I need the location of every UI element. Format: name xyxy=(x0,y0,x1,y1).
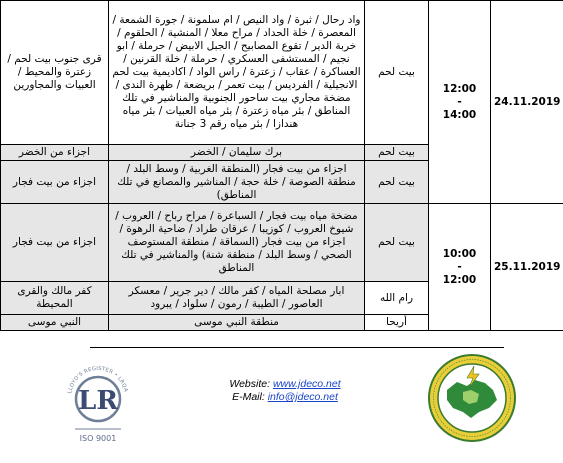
lloyds-register-logo xyxy=(63,357,133,457)
website-line xyxy=(210,378,360,391)
table-row xyxy=(1,204,563,282)
areas-summary-cell: اجزاء من الخضر xyxy=(1,145,109,161)
city-cell: رام الله xyxy=(365,282,429,315)
time-from: 12:00 xyxy=(442,82,477,95)
date-cell: 24.11.2019 xyxy=(491,1,563,204)
city-cell: بيت لحم xyxy=(365,1,429,145)
website-link[interactable]: www.jdeco.net xyxy=(272,378,341,390)
iso-label: ISO 9001 xyxy=(79,434,117,443)
lloyds-letters: LR xyxy=(78,386,118,416)
areas-summary-cell: قرى جنوب بيت لحم / زعترة والمحيط / العبيات والمجاورين xyxy=(1,1,109,145)
area-detail-cell: ابار مصلحة المياه / كفر مالك / دير جرير / معسكر العاصور / الطيبة / رمون / سلواد / يبرود xyxy=(109,282,365,315)
area-detail-cell: مضخة مياه بيت فجار / السباعرة / مراح رباح / العروب / شيوخ العروب / كوزيبا / عرقان طراد / ضاحية الرهوة / اجزاء من بيت فجار (السماقة / منطقة المستوصف الصحي / وسط البلد / منطقة شنة) والمناشير في تلك المناطق xyxy=(109,204,365,282)
time-to: 14:00 xyxy=(442,108,477,121)
area-detail-cell: اجزاء من بيت فجار (المنطقة الغربية / وسط البلد / منطقة الصوصة / خلة حجة / المناشير والمصانع في تلك المناطق) xyxy=(109,161,365,204)
time-cell xyxy=(429,204,491,331)
time-to: 12:00 xyxy=(442,273,477,286)
lloyds-ring-text: LLOYD'S REGISTER • LRQA xyxy=(67,365,129,395)
time-dash: - xyxy=(457,95,462,108)
city-cell: بيت لحم xyxy=(365,161,429,204)
footer-divider xyxy=(90,347,504,348)
time-dash: - xyxy=(457,260,462,273)
city-cell: أريحا xyxy=(365,315,429,331)
email-line xyxy=(210,391,360,404)
areas-summary-cell: كفر مالك والقرى المحيطة xyxy=(1,282,109,315)
city-cell: بيت لحم xyxy=(365,204,429,282)
arab-union-emblem-icon xyxy=(427,352,517,444)
date-cell: 25.11.2019 xyxy=(491,204,563,331)
areas-summary-cell: النبي موسى xyxy=(1,315,109,331)
table-row xyxy=(1,1,563,145)
website-label: Website: xyxy=(229,378,271,390)
area-detail-cell: واد رحال / ثبرة / واد النيص / ام سلمونة / جورة الشمعة / المعصرة / خلة الحداد / مراح معلا / المنشية / الحلقوم / خربة الدير / تقوع المصابيح / الجبل الابيض / حرملة / ابو نجيم / المستشفى العسكري / حرملة / خلة القرنين / العساكرة / عقاب / زعترة / راس الواد / اكاديمية بيت لحم الانجيلية / الفرديس / بيت تعمر / بريضعة / ظهرة الندى / مضخة مجاري بيت ساحور الجنوبية والمناشير في تلك المناطق / بئر مياه زعترة / بئر مياه العبيات / بئر مياه هندازا / بئر مياه رقم 3 جنانة xyxy=(109,1,365,145)
city-cell: بيت لحم xyxy=(365,145,429,161)
area-detail-cell: برك سليمان / الخضر xyxy=(109,145,365,161)
areas-summary-cell: اجزاء من بيت فجار xyxy=(1,161,109,204)
email-link[interactable]: info@jdeco.net xyxy=(267,391,338,403)
area-detail-cell: منطقة النبي موسى xyxy=(109,315,365,331)
time-cell xyxy=(429,1,491,204)
areas-summary-cell: اجزاء من بيت فجار xyxy=(1,204,109,282)
contact-block xyxy=(210,378,360,404)
time-from: 10:00 xyxy=(442,247,477,260)
email-label: E-Mail: xyxy=(232,391,265,403)
